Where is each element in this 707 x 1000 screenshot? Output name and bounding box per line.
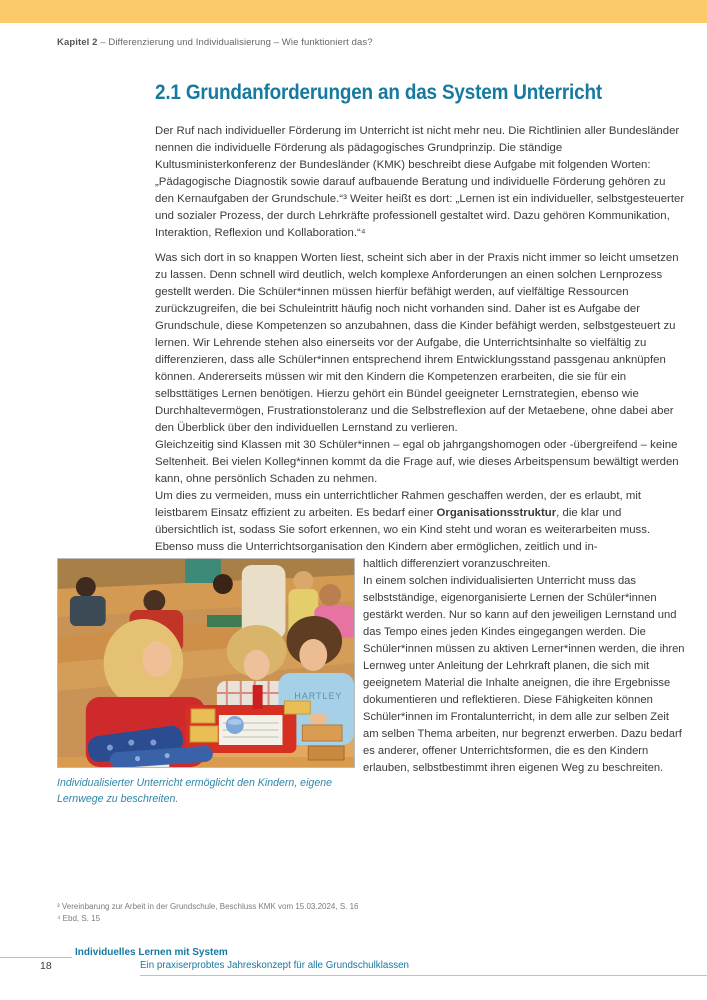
shirt-print-text: HARTLEY	[294, 690, 343, 702]
chapter-label: Kapitel 2	[57, 37, 98, 48]
classroom-photo-illustration	[58, 559, 354, 767]
footer-book-title: Individuelles Lernen mit System	[75, 947, 228, 958]
footnote-3: ³ Vereinbarung zur Arbeit in der Grundschule, Beschluss KMK vom 15.03.2024, S. 16	[57, 902, 359, 911]
body-paragraph-3: Gleichzeitig sind Klassen mit 30 Schüler*innen – egal ob jahrgangshomogen oder -übergreifend – keine Seltenheit. Bei vielen Kolleg*innen kommt da die Frage auf, wie dieses Arbeitspensum bewältigt werden kann, ohne persönlich Schaden zu nehmen.	[155, 439, 679, 485]
p4-text-before: Um dies zu vermeiden, muss ein unterrichtlicher Rahmen geschaffen werden, der es erlaubt, mit leistbarem Einsatz effizient zu arbeiten. Es bedarf einer	[155, 490, 642, 519]
running-header	[57, 37, 373, 49]
footer-book-subtitle: Ein praxiserprobtes Jahreskonzept für alle Grundschulklassen	[140, 960, 410, 971]
footer-rule-right	[140, 975, 707, 976]
p4-bold-term: Organisationsstruktur	[436, 507, 557, 519]
classroom-photo	[57, 558, 355, 768]
footnotes	[57, 901, 359, 924]
main-column	[57, 80, 685, 807]
body-paragraph-1: Der Ruf nach individueller Förderung im Unterricht ist nicht mehr neu. Die Richtlinien aller Bundesländer nennen die individuelle Förderung als pädagogisches Grundprinzip. Die ständige Kultusministerkonferenz der Bundesländer (KMK) beschreibt diese Aufgabe mit folgenden Worten: „Pädagogische Diagnostik sowie darauf aufbauende Beratung und individuelle Förderung gehören zu den Kernaufgaben der Grundschule.“³ Weiter heißt es dort: „Lernen ist ein individueller, selbstgesteuerter und sozialer Prozess, der durch Lehrkräfte professionell gestaltet wird. Dazu gehören Kommunikation, Interaktion, Reflexion und Kollaboration.“⁴	[155, 125, 685, 239]
page-number: 18	[40, 960, 52, 972]
footer-rule-left	[0, 957, 72, 958]
photo-caption: Individualisierter Unterricht ermöglicht den Kindern, eigene Lernwege zu beschreiten.	[57, 777, 332, 805]
p4-text-after: , die klar und übersichtlich ist, sodass Sie sofort erkennen, wo ein Kind steht und woran es weiterarbeiten muss. Ebenso muss die Unterrichtsorganisation den Kindern aber ermöglichen, zeitlich und in-	[155, 507, 651, 553]
image-text-wrap-row	[57, 556, 685, 807]
wrapped-text-column	[363, 556, 685, 777]
body-paragraph-4-continued: haltlich differenziert voranzuschreiten.	[363, 558, 551, 570]
body-paragraph-4	[155, 488, 685, 556]
footnote-4: ⁴ Ebd, S. 15	[57, 913, 101, 923]
classroom-photo-figure	[57, 558, 355, 807]
body-paragraph-5: In einem solchen individualisierten Unterricht muss das selbstständige, eigenorganisierte Lernen der Schüler*innen gestärkt werden. Nur so kann auf den jeweiligen Lernstand und das Tempo eines jeden Kindes eingegangen werden. Die Schüler*innen müssen zu aktiven Lerner*innen werden, die ihren Lernweg unter Anleitung der Lehrkraft planen, die sich mit geeignetem Material die Inhalte aneignen, die ihre Ergebnisse dokumentieren und reflektieren. Diese Fähigkeiten können Schüler*innen im Frontalunterricht, in dem alle zur selben Zeit am selben Thema arbeiten, nur begrenzt erwerben. Dazu bedarf es anderer, offener Unterrichtsformen, die es den Kindern erlauben, selbstbestimmt ihren eigenen Weg zu beschreiten.	[363, 575, 685, 774]
body-paragraph-2: Was sich dort in so knappen Worten liest, scheint sich aber in der Praxis nicht immer so leicht umsetzen zu lassen. Denn schnell wird deutlich, welch komplexe Anforderungen an einen solchen Lernprozess gestellt werden. Die Schüler*innen müssen hierfür befähigt werden, auf vielfältige Ressourcen zurückzugreifen, die bei Schuleintritt häufig noch nicht vorhanden sind. Daher ist es Aufgabe der Grundschule, diese Kompetenzen so anzubahnen, dass die Kinder befähigt werden, selbstgesteuert zu lernen. Wir Lehrende stehen also einerseits vor der Aufgabe, die Unterrichtsinhalte so vielfältig zu differenzieren, dass alle Schüler*innen entsprechend ihrem Entwicklungsstand passgenau anknüpfen können. Andererseits müssen wir mit den Kindern die Kompetenzen erarbeiten, die sie für ein selbsttätiges Lernen benötigen. Hierzu gehört ein Bündel geeigneter Lernstrategien, ebenso wie Durchhaltevermögen, Frustrationstoleranz und die Selbstreflexion auf der Metaebene, ohne dabei aber den Überblick über den individuellen Lernstand zu verlieren.	[155, 252, 679, 434]
top-accent-bar	[0, 0, 707, 23]
running-header-text: – Differenzierung und Individualisierung – Wie funktioniert das?	[97, 37, 373, 48]
section-title: 2.1 Grundanforderungen an das System Unterricht	[155, 80, 602, 104]
